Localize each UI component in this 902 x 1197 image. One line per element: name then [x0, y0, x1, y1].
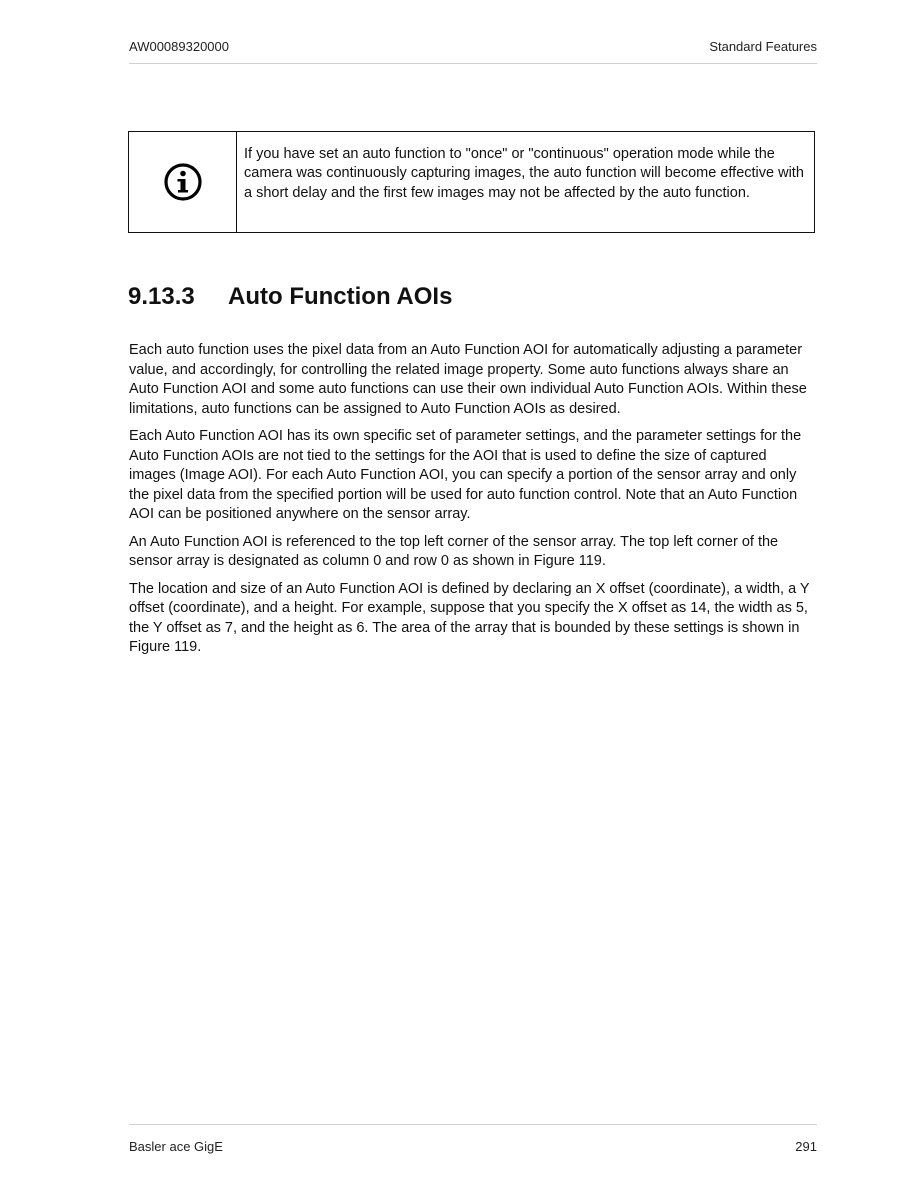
page-number: 291 — [795, 1139, 817, 1154]
paragraph: Each Auto Function AOI has its own specific set of parameter settings, and the parameter settings for the Auto Function AOIs are not tied to the settings for the AOI that is used to define the size of captured images (Image AOI). For each Auto Function AOI, you can specify a portion of the sensor array and only the pixel data from the specified portion will be used for auto function control. Note that an Auto Function AOI can be positioned anywhere on the sensor array. — [129, 428, 802, 522]
section-number: 9.13.3 — [128, 283, 195, 310]
section-heading — [128, 283, 452, 311]
section-name: Standard Features — [709, 39, 817, 54]
document-id: AW00089320000 — [129, 39, 229, 54]
info-note-box — [128, 131, 815, 233]
note-text: If you have set an auto function to "once" or "continuous" operation mode while the camera was continuously capturing images, the auto function will become effective with a short delay and the first few images may not be affected by the auto function. — [244, 146, 804, 201]
page-header — [129, 39, 817, 64]
page-footer — [129, 1124, 817, 1154]
note-icon-cell — [129, 132, 237, 232]
paragraph: The location and size of an Auto Function AOI is defined by declaring an X offset (coordinate), a width, a Y offset (coordinate), and a height. For example, suppose that you specify the X offset as 14, the width as 5, the Y offset as 7, and the height as 6. The area of the array that is bounded by these settings is shown in Figure 119. — [129, 580, 810, 655]
body-text — [129, 341, 815, 666]
section-title: Auto Function AOIs — [228, 283, 453, 310]
info-icon — [163, 162, 203, 202]
paragraph: Each auto function uses the pixel data from an Auto Function AOI for automatically adjusting a parameter value, and accordingly, for controlling the related image property. Some auto functions always share an Auto Function AOI and some auto functions can use their own individual Auto Function AOIs. Within these limitations, auto functions can be assigned to Auto Function AOIs as desired. — [129, 342, 807, 417]
paragraph: An Auto Function AOI is referenced to the top left corner of the sensor array. The top left corner of the sensor array is designated as column 0 and row 0 as shown in Figure 119. — [129, 533, 779, 569]
product-name: Basler ace GigE — [129, 1139, 223, 1154]
